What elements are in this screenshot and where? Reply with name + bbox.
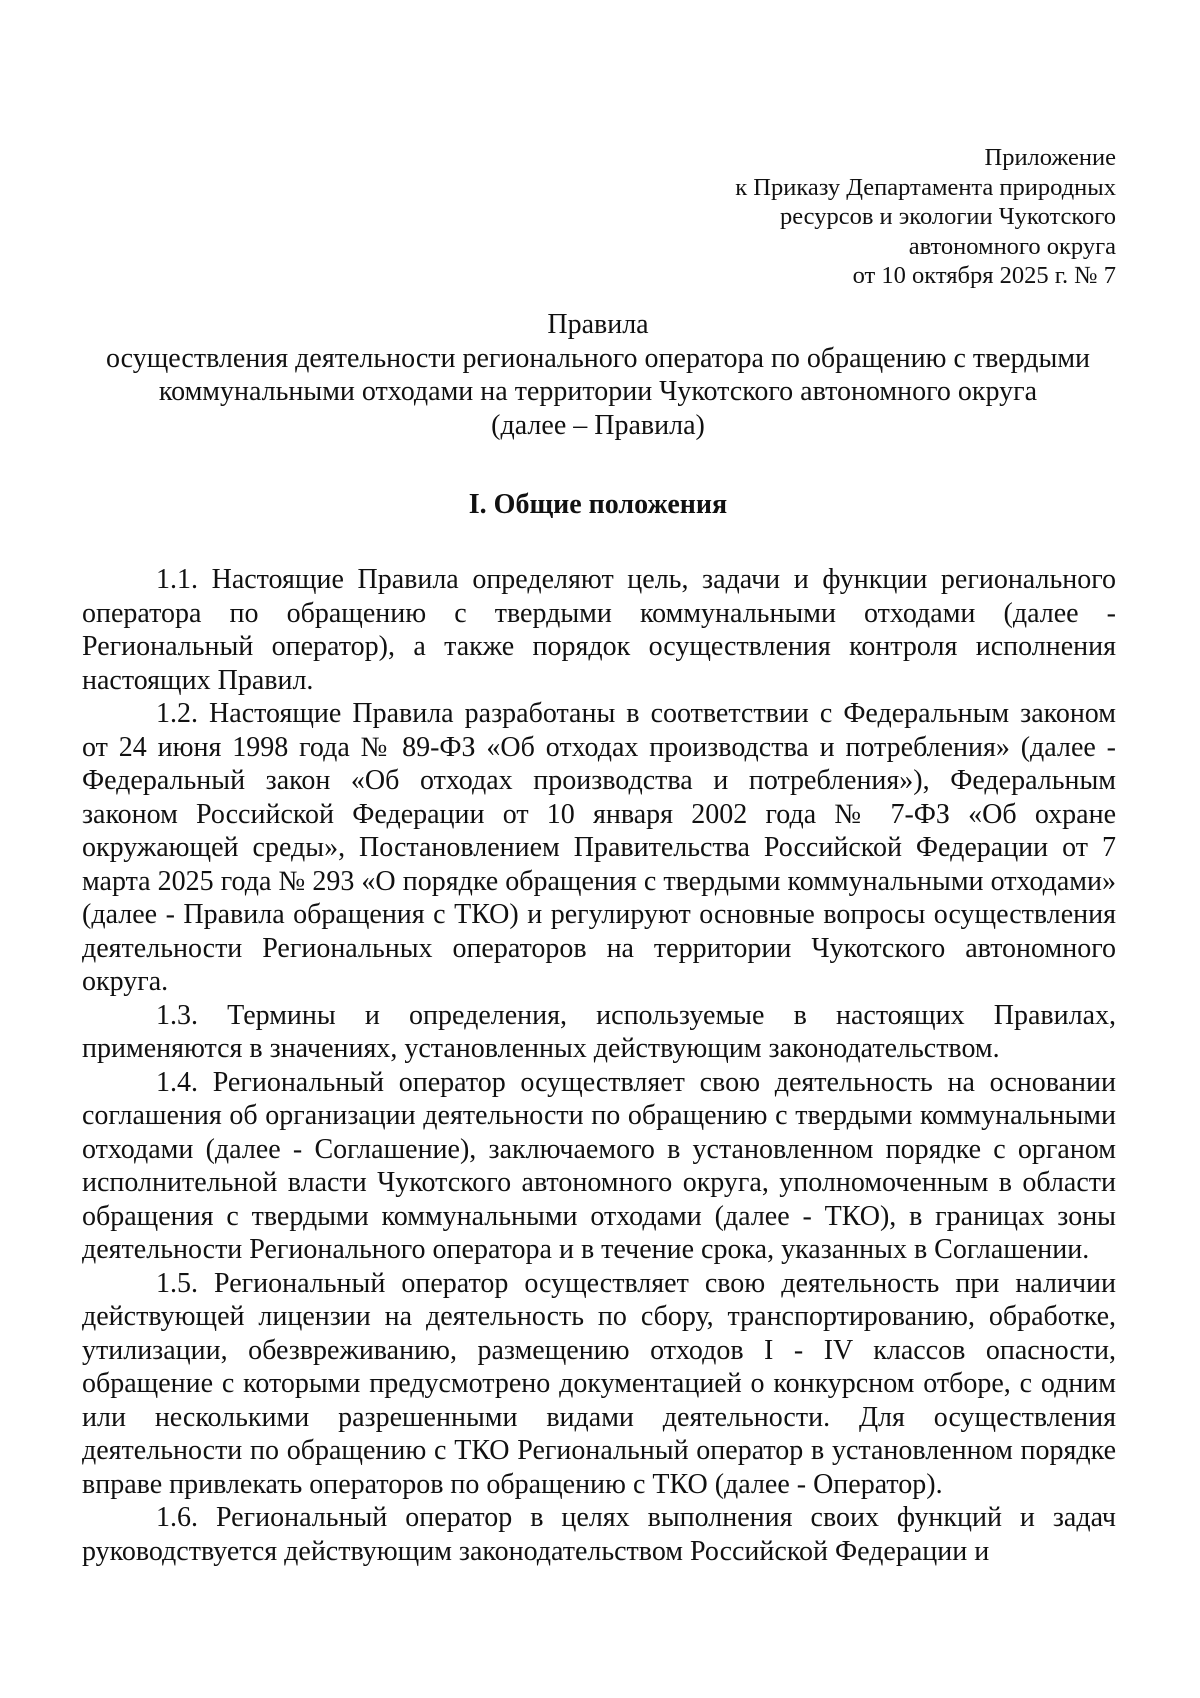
paragraph-1-3: 1.3. Термины и определения, используемые в настоящих Правилах, применяются в значениях, установленных действующим законодательством. [82, 999, 1116, 1064]
document-title [80, 308, 1116, 442]
title-line: Правила [547, 309, 649, 340]
title-line: осуществления деятельности регионального оператора по обращению с твердыми [105, 342, 1091, 374]
paragraph-1-2: 1.2. Настоящие Правила разработаны в соответствии с Федеральным законом от 24 июня 1998 года № 89-ФЗ «Об отходах производства и потребления» (далее - Федеральный закон «Об отходах производства и потребления»), Федеральным законом Российской Федерации от 10 января 2002 года № 7-ФЗ «Об охране окружающей среды», Постановлением Правительства Российской Федерации от 7 марта 2025 года № 293 «О порядке обращения с твердыми коммунальными отходами» (далее - Правила обращения с ТКО) и регулируют основные вопросы осуществления деятельности Региональных операторов на территории Чукотского автономного округа. [82, 698, 1116, 997]
appendix-block [516, 143, 1116, 291]
appendix-line: к Приказу Департамента природных [735, 173, 1116, 201]
section-heading: I. Общие положения [468, 489, 728, 520]
paragraph-1-5: 1.5. Региональный оператор осуществляет свою деятельность при наличии действующей лицензии на деятельность по сбору, транспортированию, обработке, утилизации, обезвреживанию, размещению отходов I - IV классов опасности, обращение с которыми предусмотрено документацией о конкурсном отборе, с одним или несколькими разрешенными видами деятельности. Для осуществления деятельности по обращению с ТКО Региональный оператор в установленном порядке вправе привлекать операторов по обращению с ТКО (далее - Оператор). [82, 1267, 1116, 1500]
appendix-line: Приложение [984, 144, 1116, 171]
section-body [82, 563, 1116, 1568]
appendix-line: автономного округа [908, 232, 1116, 260]
paragraph-1-4: 1.4. Региональный оператор осуществляет свою деятельность на основании соглашения об организации деятельности по обращению с твердыми коммунальными отходами (далее - Соглашение), заключаемого в установленном порядке с органом исполнительной власти Чукотского автономного округа, уполномоченным в области обращения с твердыми коммунальными отходами (далее - ТКО), в границах зоны деятельности Регионального оператора и в течение срока, указанных в Соглашении. [82, 1066, 1116, 1265]
title-line: коммунальными отходами на территории Чукотского автономного округа [158, 376, 1038, 407]
paragraph-1-1: 1.1. Настоящие Правила определяют цель, задачи и функции регионального оператора по обращению с твердыми коммунальными отходами (далее - Региональный оператор), а также порядок осуществления контроля исполнения настоящих Правил. [82, 564, 1116, 696]
title-line: (далее – Правила) [491, 409, 705, 441]
appendix-line: от 10 октября 2025 г. № 7 [852, 262, 1116, 289]
appendix-line: ресурсов и экологии Чукотского [779, 203, 1116, 230]
paragraph-1-6: 1.6. Региональный оператор в целях выполнения своих функций и задач руководствуется действующим законодательством Российской Федерации и [82, 1502, 1116, 1567]
